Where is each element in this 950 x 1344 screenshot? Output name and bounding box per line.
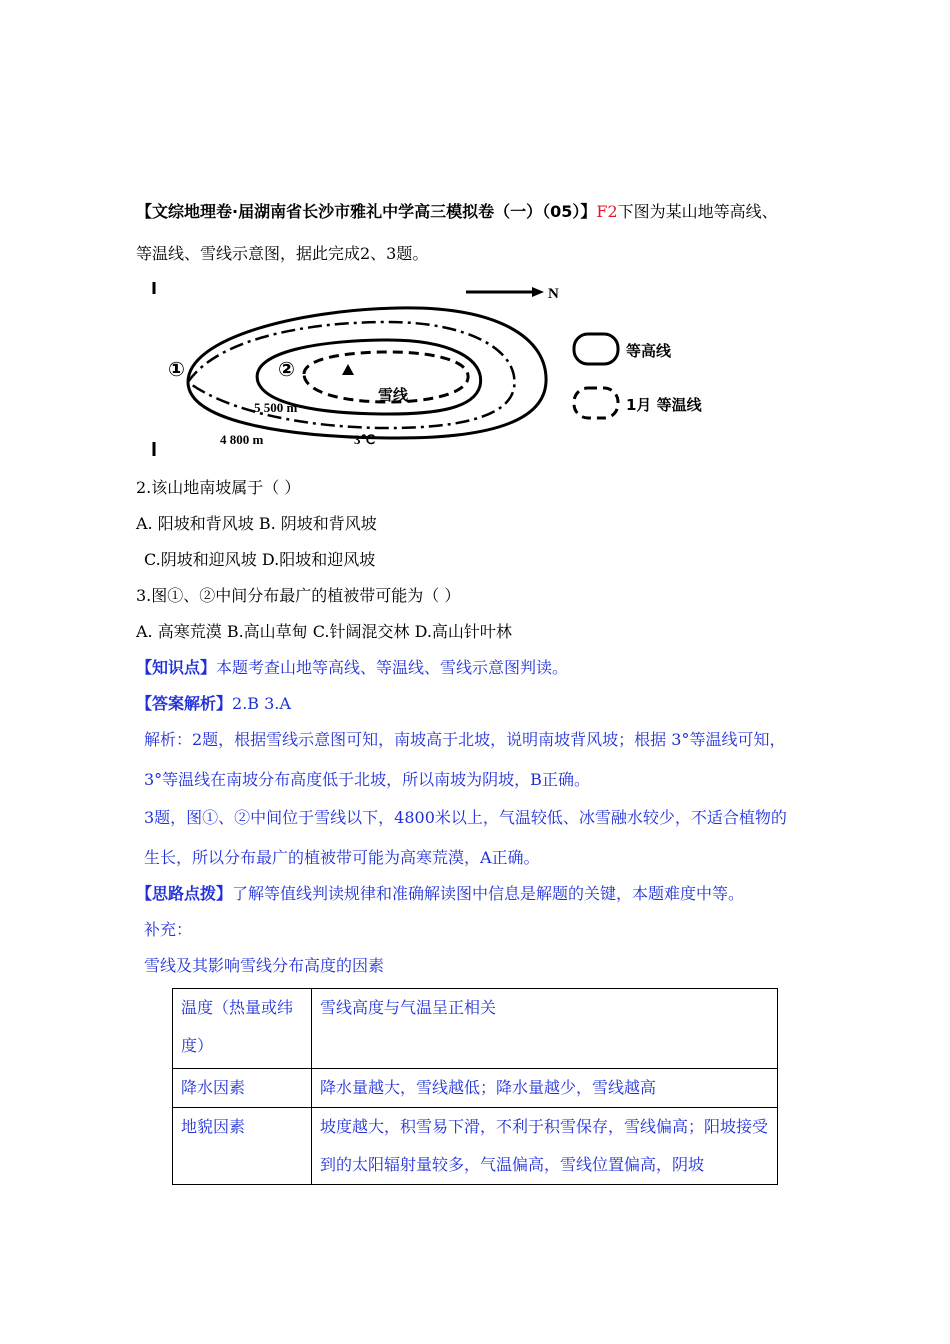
intro-text-1: 下图为某山地等高线、: [617, 202, 778, 221]
bracket-open: 【: [136, 202, 153, 221]
bracket-close: 】: [580, 202, 597, 221]
label-point-2: ②: [278, 357, 295, 381]
answer-text: 2.B 3.A: [232, 694, 291, 713]
analysis-line-4: 生长，所以分布最广的植被带可能为高寒荒漠，A正确。: [144, 848, 540, 867]
question-3-stem: 3.图①、②中间分布最广的植被带可能为（ ）: [136, 586, 461, 605]
effect-cell: 雪线高度与气温呈正相关: [312, 989, 778, 1069]
temperature-label: 3℃: [354, 432, 376, 447]
knowledge-point-line: [136, 658, 568, 678]
knowledge-tag: 【知识点】: [136, 658, 217, 677]
factor-cell: 降水因素: [173, 1069, 312, 1108]
elevation-label-5500: 5 500 m: [254, 400, 298, 415]
north-label: N: [548, 286, 559, 302]
table-row: [173, 989, 778, 1069]
table-row: [173, 1069, 778, 1108]
intro-text-2: 等温线、雪线示意图，据此完成2、3题。: [136, 244, 429, 263]
analysis-line-2: 3°等温线在南坡分布高度低于北坡，所以南坡为阴坡，B正确。: [144, 770, 590, 789]
legend-contour-symbol-icon: [574, 334, 618, 364]
table-row: [173, 1108, 778, 1185]
analysis-line-1: 解析：2题，根据雪线示意图可知，南坡高于北坡，说明南坡背风坡；根据 3°等温线可知，: [144, 730, 786, 749]
question-3-options: A. 高寒荒漠 B.高山草甸 C.针阔混交林 D.高山针叶林: [136, 622, 512, 641]
factor-cell: 温度（热量或纬度）: [173, 989, 312, 1069]
summit-triangle-icon: [342, 364, 354, 375]
answer-tag: 【答案解析】: [136, 694, 233, 713]
category-code: F2: [596, 202, 618, 221]
answer-line: [136, 694, 291, 714]
analysis-line-3: 3题，图①、②中间位于雪线以下，4800米以上，气温较低、冰雪融水较少，不适合植物的: [144, 808, 787, 827]
tips-line: [136, 884, 744, 904]
question-2-options-a-b: A. 阳坡和背风坡 B. 阴坡和背风坡: [136, 514, 377, 533]
label-point-1: ①: [168, 357, 185, 381]
legend-isotherm-label: 1月 等温线: [626, 396, 702, 414]
question-2-options-c-d: C.阴坡和迎风坡 D.阳坡和迎风坡: [144, 550, 376, 569]
question-2-stem: 2.该山地南坡属于（ ）: [136, 478, 301, 497]
elevation-label-4800: 4 800 m: [220, 432, 264, 447]
factor-cell: 地貌因素: [173, 1108, 312, 1185]
source-title: 文综地理卷·届湖南省长沙市雅礼中学高三模拟卷（一）（05）: [152, 202, 581, 221]
supplement-title: 雪线及其影响雪线分布高度的因素: [144, 956, 385, 975]
north-arrow-head-icon: [532, 287, 544, 297]
tips-text: 了解等值线判读规律和准确解读图中信息是解题的关键，本题难度中等。: [232, 884, 745, 903]
effect-cell: 降水量越大，雪线越低；降水量越少，雪线越高: [312, 1069, 778, 1108]
supplement-label: 补充：: [144, 920, 193, 939]
legend-isotherm-symbol-icon: [574, 388, 618, 418]
snowline-label: 雪线: [378, 386, 409, 404]
question-source-line: [136, 202, 778, 222]
contour-map-figure: [148, 278, 748, 458]
effect-cell: 坡度越大，积雪易下滑，不利于积雪保存，雪线偏高；阳坡接受到的太阳辐射量较多，气温偏高，雪线位置偏高，阴坡: [312, 1108, 778, 1185]
contour-line-outer: [188, 308, 546, 438]
snowline-factors-table: [172, 988, 778, 1185]
legend-contour-label: 等高线: [626, 342, 672, 360]
knowledge-text: 本题考查山地等高线、等温线、雪线示意图判读。: [216, 658, 569, 677]
tips-tag: 【思路点拨】: [136, 884, 233, 903]
